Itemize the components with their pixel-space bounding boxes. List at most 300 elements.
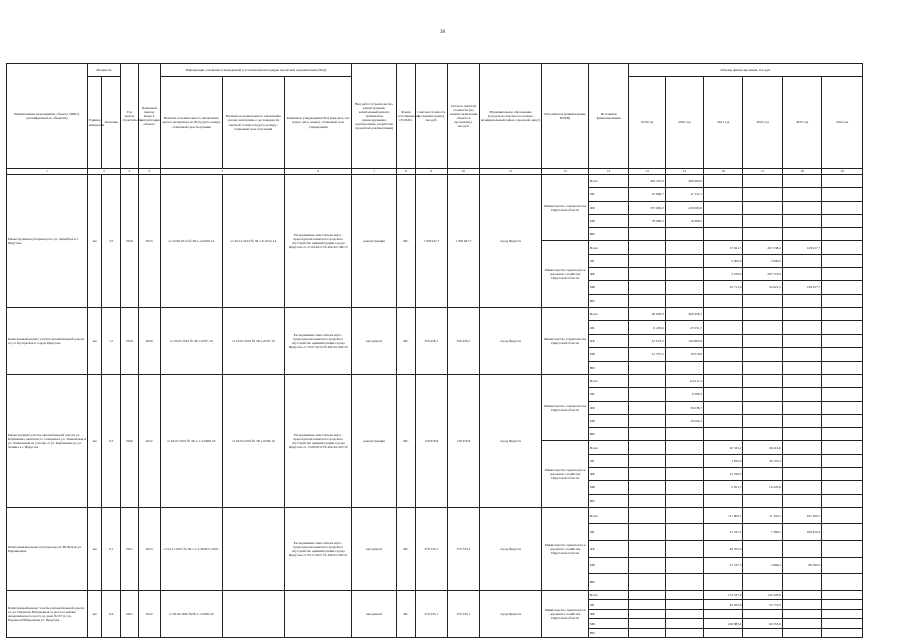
row-funding-value xyxy=(743,201,782,214)
row-funding-value xyxy=(665,628,703,638)
row-funding-value xyxy=(782,294,821,307)
row-work-type: кап.ремонт xyxy=(352,507,397,590)
row-funding-value: 5 000,0 xyxy=(704,254,743,267)
row-source: МБ xyxy=(588,619,628,629)
row-funding-value xyxy=(782,334,821,347)
row-funding-value xyxy=(822,541,863,558)
col-municipality-header: Муниципальное образование (городское/сельское поселение, муниципальный район, городской округ) xyxy=(480,64,542,169)
row-funding-value xyxy=(782,609,821,619)
col-remaining-header: Остаток сметной стоимости (на момент включения объекта в программу), тыс.руб. xyxy=(447,64,479,169)
row-funding-value xyxy=(782,428,821,441)
row-source: ВИ xyxy=(588,494,628,507)
row-funding-value xyxy=(665,541,703,558)
row-funding-value xyxy=(704,428,743,441)
row-executor: Министерство строительства Иркутской области xyxy=(542,374,589,440)
row-funding-value xyxy=(822,334,863,347)
row-funding-value xyxy=(782,214,821,227)
row-funding-value: 31 547,5 xyxy=(704,557,743,574)
row-funding-value xyxy=(665,254,703,267)
row-funding-value xyxy=(822,481,863,494)
row-funding-value xyxy=(629,428,665,441)
row-funding-value xyxy=(665,294,703,307)
row-psd-price: от 19.07.2019 № 38-1-6797-19 xyxy=(222,307,284,374)
row-approval: Распоряжение заместителя мэра - председателя комитета городского обустройства администрации города Иркутска от 03.11.2021 № 404-02-295/21 xyxy=(284,507,351,590)
row-funding-value: 86 590,2 xyxy=(782,557,821,574)
col-year-header: 2022 год xyxy=(743,77,782,169)
row-source: Всего xyxy=(588,175,628,188)
row-funding-value xyxy=(629,574,665,591)
row-value: 3,5 xyxy=(102,175,121,308)
row-source: ВИ xyxy=(588,361,628,374)
row-funding-value xyxy=(704,401,743,414)
row-funding-value xyxy=(743,374,782,387)
row-remaining: 356 458,1 xyxy=(447,307,479,374)
row-funding-value xyxy=(822,428,863,441)
row-funding-value: 18 592,2 xyxy=(665,414,703,427)
column-number: 12 xyxy=(542,169,589,175)
row-funding-value xyxy=(782,361,821,374)
row-funding-value xyxy=(822,321,863,334)
row-funding-value xyxy=(629,254,665,267)
row-work-type: кап.ремонт xyxy=(352,590,397,638)
row-source: ФБ xyxy=(588,401,628,414)
column-number: 13 xyxy=(588,169,628,175)
row-funding-value xyxy=(704,188,743,201)
row-municipality: город Иркутск xyxy=(480,590,542,638)
row-funding-value xyxy=(822,214,863,227)
col-executor-header: Исполнитель (наименование ИОГВ) xyxy=(542,64,589,169)
row-funding-value: 9 580,3 xyxy=(665,388,703,401)
col-estimate-header: Сметная стоимость (в текущих ценах), тыс.руб. xyxy=(415,64,447,169)
row-funding-value xyxy=(743,388,782,401)
row-funding-value xyxy=(782,321,821,334)
row-unit: км xyxy=(87,307,102,374)
row-funding-value xyxy=(629,374,665,387)
row-funding-value xyxy=(822,188,863,201)
row-funding-value: 18 468,5 xyxy=(665,214,703,227)
row-funding-value xyxy=(704,628,743,638)
col-year-header: 2019 год xyxy=(629,77,665,169)
row-funding-value xyxy=(822,468,863,481)
col-psd-pos-header: Наличие положительного заключения органа экспертизы на ПСД (дата, номер) / плановый срок получения xyxy=(160,77,222,169)
row-funding-value: 3 966,4 xyxy=(743,557,782,574)
row-funding-value xyxy=(822,507,863,524)
column-number: 8 xyxy=(397,169,416,175)
row-source: Всего xyxy=(588,241,628,254)
row-executor: Министерство транспорта и дорожного хозяйства Иркутской области xyxy=(542,441,589,507)
column-number: 14 xyxy=(629,169,665,175)
row-funding-value xyxy=(782,541,821,558)
row-funding-value xyxy=(665,574,703,591)
row-source: Всего xyxy=(588,441,628,454)
row-funding-value xyxy=(629,361,665,374)
col-unit-header: Единица измерения xyxy=(87,77,102,169)
row-funding-value: 21 797,2 xyxy=(629,348,665,361)
row-funding-value xyxy=(665,557,703,574)
row-source: МБ xyxy=(588,414,628,427)
col-work-type-header: Вид работ (строительство, реконструкция, капитальный ремонт, техническое перевооружение, приобретение, разработка проектной документации) xyxy=(352,64,397,169)
row-funding-value: 111 800,1 xyxy=(704,507,743,524)
col-value-header: Значение xyxy=(102,77,121,169)
page-number: 38 xyxy=(440,30,445,35)
row-source: ОБ xyxy=(588,600,628,610)
row-funding-value: 92 555,0 xyxy=(743,619,782,629)
row-funding-value xyxy=(822,281,863,294)
row-funding-value xyxy=(629,524,665,541)
row-funding-value xyxy=(822,254,863,267)
row-funding-value: 11 332,5 xyxy=(743,507,782,524)
row-funding-value: 16 245,6 xyxy=(743,481,782,494)
col-year-header: 2023 год xyxy=(782,77,821,169)
col-funding-header: Объемы финансирования, тыс.руб. xyxy=(629,64,863,77)
row-source: ВИ xyxy=(588,574,628,591)
row-value: 0,1 xyxy=(102,507,121,590)
row-source: ОБ xyxy=(588,454,628,467)
row-funding-value: 109 883,2 xyxy=(704,619,743,629)
row-funding-value xyxy=(822,574,863,591)
row-year-end: 2020 xyxy=(138,307,160,374)
column-number: 3 xyxy=(121,169,139,175)
row-source: ФБ xyxy=(588,334,628,347)
col-ownership-header: Форма собственности (ГО/МС) xyxy=(397,64,416,169)
table-row xyxy=(7,590,863,600)
row-remaining: 130 976,8 xyxy=(447,374,479,507)
row-value: 1,7 xyxy=(102,307,121,374)
row-funding-value xyxy=(704,201,743,214)
row-source: ОБ xyxy=(588,388,628,401)
row-funding-value xyxy=(665,428,703,441)
column-number: 6 xyxy=(284,169,351,175)
row-municipality: город Иркутск xyxy=(480,175,542,308)
row-name: Реконструкция участка автомобильной дороги ул. Карбышева, включая ул. Северная и ул. Ушаковская и ул. Ушаковская на участке от ул. Карбышева до ул. Ленина в г. Иркутске xyxy=(7,374,88,507)
row-source: ВИ xyxy=(588,228,628,241)
row-funding-value xyxy=(629,454,665,467)
col-psd-approve-header: Реквизиты утверждения ПСД (вид акта, кто издал, дата, номер) / плановый срок утверждения xyxy=(284,77,351,169)
row-funding-value: 160 810,4 xyxy=(782,524,821,541)
row-source: МБ xyxy=(588,348,628,361)
row-ownership: МС xyxy=(397,374,416,507)
row-funding-value xyxy=(743,321,782,334)
row-source: ОБ xyxy=(588,188,628,201)
row-funding-value xyxy=(822,414,863,427)
row-funding-value xyxy=(629,228,665,241)
row-psd-price: от 26.12.2014 № 38-1-6-0152-14 xyxy=(222,175,284,308)
row-funding-value xyxy=(822,268,863,281)
row-ownership: МС xyxy=(397,175,416,308)
row-funding-value xyxy=(629,281,665,294)
column-number: 18 xyxy=(782,169,821,175)
row-year-start: 2021 xyxy=(121,507,139,590)
row-psd-price xyxy=(222,590,284,638)
row-funding-value xyxy=(822,524,863,541)
row-funding-value: 20 525,2 xyxy=(704,441,743,454)
row-funding-value xyxy=(822,388,863,401)
row-funding-value: 62 653,8 xyxy=(704,600,743,610)
row-municipality: город Иркутск xyxy=(480,374,542,507)
row-funding-value xyxy=(665,361,703,374)
row-psd-pos: от 22.09.2014 № 38-1-4-0209-14 xyxy=(160,175,222,308)
row-funding-value xyxy=(665,481,703,494)
row-value: 0,3 xyxy=(102,374,121,507)
row-executor: Министерство транспорта и дорожного хозяйства Иркутской области xyxy=(542,590,589,638)
row-year-start: 2019 xyxy=(121,175,139,308)
row-unit: км xyxy=(87,507,102,590)
row-funding-value: 247 400,7 xyxy=(782,507,821,524)
row-funding-value xyxy=(782,201,821,214)
row-funding-value xyxy=(782,441,821,454)
row-funding-value xyxy=(704,361,743,374)
row-approval: Распоряжение заместителя мэра - председателя комитета городского обустройства администрации города Иркутска от 27.04.2015 № 404-02-186/15 xyxy=(284,175,351,308)
row-executor: Министерство строительства Иркутской области xyxy=(542,307,589,374)
row-funding-value xyxy=(782,388,821,401)
row-funding-value xyxy=(629,557,665,574)
row-funding-value xyxy=(629,468,665,481)
row-funding-value xyxy=(782,574,821,591)
row-funding-value xyxy=(782,414,821,427)
row-funding-value xyxy=(629,388,665,401)
row-funding-value: 90 000,0 xyxy=(629,307,665,320)
row-funding-value: 430 000,0 xyxy=(665,201,703,214)
row-funding-value: 48 705,4 xyxy=(704,541,743,558)
row-source: ВИ xyxy=(588,294,628,307)
row-funding-value xyxy=(704,374,743,387)
row-year-start: 2020 xyxy=(121,374,139,507)
row-funding-value: 78 089,3 xyxy=(629,214,665,227)
table-row xyxy=(7,175,863,188)
row-funding-value xyxy=(782,228,821,241)
row-name: Капитальный ремонт путепровода по ВСЖД на ул. Баррикадная xyxy=(7,507,88,590)
column-number: 2 xyxy=(87,169,120,175)
row-municipality: город Иркутск xyxy=(480,507,542,590)
row-source: ОБ xyxy=(588,524,628,541)
row-source: ОБ xyxy=(588,321,628,334)
row-funding-value xyxy=(629,294,665,307)
row-funding-value: 5 000,0 xyxy=(743,254,782,267)
row-remaining: 370 535,1 xyxy=(447,590,479,638)
row-psd-price: от 03.03.2019 № 38-1-0236-19 xyxy=(222,374,284,507)
row-psd-pos: от 04.07.2019 № 38-1-1-3-0069-18 xyxy=(160,374,222,507)
row-funding-value: 149 917,7 xyxy=(782,281,821,294)
row-source: ВИ xyxy=(588,628,628,638)
row-funding-value xyxy=(822,619,863,629)
row-funding-value xyxy=(782,628,821,638)
row-year-end: 2023 xyxy=(138,175,160,308)
row-funding-value xyxy=(665,268,703,281)
row-work-type: реконструкция xyxy=(352,374,397,507)
row-funding-value: 267 338,4 xyxy=(743,241,782,254)
row-executor: Министерство строительства Иркутской области xyxy=(542,175,589,241)
row-source: ОБ xyxy=(588,254,628,267)
row-municipality: город Иркутск xyxy=(480,307,542,374)
row-source: МБ xyxy=(588,281,628,294)
row-executor: Министерство транспорта и дорожного хозяйства Иркутской области xyxy=(542,507,589,590)
row-funding-value xyxy=(782,481,821,494)
row-unit: км xyxy=(87,374,102,507)
row-funding-value xyxy=(782,454,821,467)
row-source: Всего xyxy=(588,507,628,524)
row-funding-value xyxy=(822,201,863,214)
row-funding-value xyxy=(743,468,782,481)
row-funding-value: 25 551,7 xyxy=(665,321,703,334)
row-funding-value xyxy=(629,590,665,600)
col-psd-info-header: Информация о наличии утвержденной и установленном порядке проектной документации (ПСД) xyxy=(160,64,352,77)
row-funding-value xyxy=(743,214,782,227)
row-funding-value xyxy=(629,268,665,281)
row-funding-value xyxy=(743,494,782,507)
row-funding-value xyxy=(782,374,821,387)
row-approval xyxy=(284,590,351,638)
row-funding-value xyxy=(822,348,863,361)
row-funding-value: 10 660,7 xyxy=(629,188,665,201)
row-funding-value xyxy=(665,241,703,254)
row-funding-value xyxy=(743,175,782,188)
row-estimate: 130 976,8 xyxy=(415,374,447,507)
row-funding-value xyxy=(629,628,665,638)
row-funding-value xyxy=(743,628,782,638)
row-source: Всего xyxy=(588,307,628,320)
row-work-type: кап.ремонт xyxy=(352,307,397,374)
row-funding-value xyxy=(782,307,821,320)
row-funding-value: 64 211,2 xyxy=(665,374,703,387)
col-capacity-header: Мощность xyxy=(87,64,120,77)
row-funding-value xyxy=(822,590,863,600)
row-funding-value xyxy=(665,468,703,481)
row-funding-value xyxy=(704,609,743,619)
row-funding-value xyxy=(665,228,703,241)
row-funding-value: 17 941,5 xyxy=(704,241,743,254)
row-work-type: реконструкция xyxy=(352,175,397,308)
row-funding-value: 207 716,9 xyxy=(743,268,782,281)
row-funding-value: 11 531,5 xyxy=(665,188,703,201)
row-funding-value: 6 228,6 xyxy=(629,321,665,334)
row-year-start: 2021 xyxy=(121,590,139,638)
row-funding-value xyxy=(704,574,743,591)
row-funding-value xyxy=(743,428,782,441)
row-approval: Распоряжение заместителя мэра - председателя комитета городского обустройства администрации города Иркутска от 25.07.2019 № 404-02-403/19 xyxy=(284,307,351,374)
row-funding-value xyxy=(822,609,863,619)
row-funding-value: 145 320,8 xyxy=(743,590,782,600)
row-funding-value xyxy=(704,348,743,361)
row-source: ФБ xyxy=(588,609,628,619)
row-funding-value xyxy=(665,454,703,467)
row-funding-value xyxy=(665,619,703,629)
row-funding-value: 149 917,7 xyxy=(782,241,821,254)
row-funding-value xyxy=(782,401,821,414)
row-estimate: 370 533,3 xyxy=(415,507,447,590)
column-number: 7 xyxy=(352,169,397,175)
col-year-header: 2020 год xyxy=(665,77,703,169)
row-unit: км xyxy=(87,590,102,638)
row-funding-value: 266 458,1 xyxy=(665,307,703,320)
column-number: 9 xyxy=(415,169,447,175)
col-sources-header: Источники финансирования xyxy=(588,64,628,169)
table-row xyxy=(7,374,863,387)
row-funding-value xyxy=(704,321,743,334)
financing-table xyxy=(6,63,863,638)
row-source: Всего xyxy=(588,374,628,387)
row-ownership: МС xyxy=(397,307,416,374)
row-ownership: МС xyxy=(397,507,416,590)
row-funding-value xyxy=(782,268,821,281)
row-funding-value xyxy=(629,481,665,494)
column-number: 1 xyxy=(7,169,88,175)
row-source: МБ xyxy=(588,557,628,574)
row-funding-value xyxy=(822,374,863,387)
col-year-end-header: Плановый период ввода в эксплуатацию объекта xyxy=(138,64,160,169)
row-psd-pos: от 30.04.2020 №38-1-1-0306-20 xyxy=(160,590,222,638)
row-funding-value xyxy=(743,414,782,427)
row-funding-value xyxy=(822,600,863,610)
row-funding-value xyxy=(782,619,821,629)
row-funding-value xyxy=(782,188,821,201)
row-funding-value xyxy=(743,401,782,414)
row-funding-value xyxy=(822,494,863,507)
row-funding-value xyxy=(743,574,782,591)
row-funding-value xyxy=(629,401,665,414)
row-funding-value xyxy=(782,600,821,610)
row-funding-value: 375 000,0 xyxy=(629,201,665,214)
row-year-end: 2023 xyxy=(138,507,160,590)
row-remaining: 1 358 947,7 xyxy=(447,175,479,308)
row-year-end: 2022 xyxy=(138,590,160,638)
row-funding-value: 76 010,6 xyxy=(665,348,703,361)
row-funding-value xyxy=(704,294,743,307)
row-funding-value: 15 799,5 xyxy=(704,468,743,481)
row-ownership: МС xyxy=(397,590,416,638)
row-funding-value xyxy=(822,454,863,467)
row-funding-value xyxy=(665,524,703,541)
row-funding-value: 36 038,7 xyxy=(665,401,703,414)
row-funding-value: 54 621,5 xyxy=(743,281,782,294)
row-funding-value xyxy=(822,361,863,374)
row-funding-value xyxy=(822,441,863,454)
row-funding-value xyxy=(704,494,743,507)
row-funding-value xyxy=(629,600,665,610)
row-funding-value xyxy=(629,494,665,507)
row-funding-value xyxy=(629,241,665,254)
row-funding-value xyxy=(704,414,743,427)
row-funding-value xyxy=(743,348,782,361)
row-funding-value xyxy=(704,175,743,188)
row-funding-value xyxy=(782,590,821,600)
row-funding-value xyxy=(743,228,782,241)
row-funding-value xyxy=(629,507,665,524)
row-funding-value xyxy=(822,557,863,574)
row-funding-value xyxy=(743,609,782,619)
row-funding-value: 7 366,2 xyxy=(743,524,782,541)
row-funding-value: 1 833,9 xyxy=(704,454,743,467)
row-funding-value xyxy=(782,254,821,267)
row-funding-value xyxy=(665,494,703,507)
row-funding-value: 30 170,4 xyxy=(743,454,782,467)
row-funding-value xyxy=(822,401,863,414)
table-row xyxy=(7,507,863,524)
row-funding-value xyxy=(743,334,782,347)
column-number: 11 xyxy=(480,169,542,175)
row-funding-value xyxy=(822,228,863,241)
row-funding-value xyxy=(782,175,821,188)
column-number: 16 xyxy=(704,169,743,175)
row-source: ВИ xyxy=(588,428,628,441)
row-funding-value xyxy=(822,628,863,638)
row-funding-value: 172 537,0 xyxy=(704,590,743,600)
row-funding-value xyxy=(665,507,703,524)
col-psd-price-header: Наличие положительного заключения органа экспертизы о достоверности сметной стоимости (дата, номер) / плановый срок получения xyxy=(222,77,284,169)
row-funding-value: 2 229,9 xyxy=(704,268,743,281)
row-funding-value xyxy=(629,441,665,454)
row-funding-value xyxy=(822,241,863,254)
column-number: 15 xyxy=(665,169,703,175)
